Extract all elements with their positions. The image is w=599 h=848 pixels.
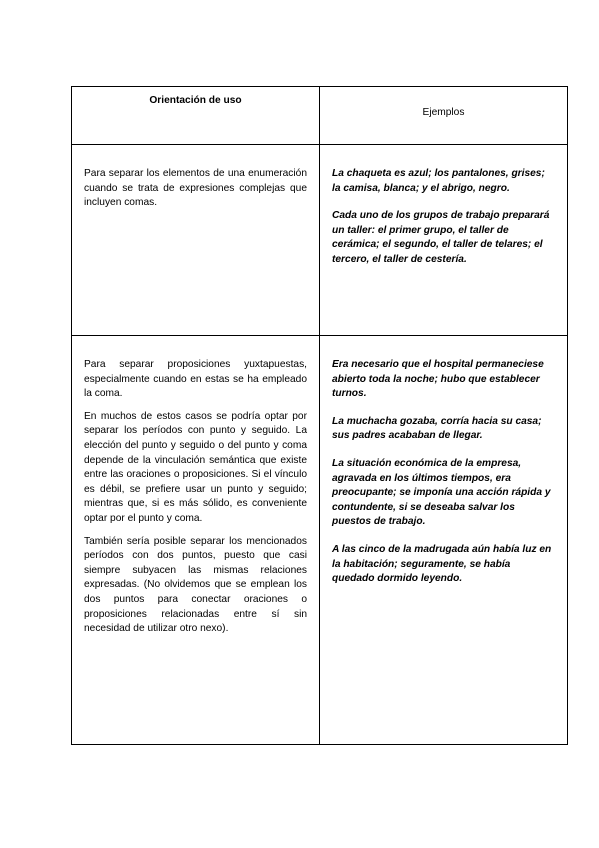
header-orientation: Orientación de uso	[72, 87, 320, 145]
table-row	[72, 145, 568, 336]
table-row	[72, 336, 568, 745]
orientation-cell	[72, 336, 320, 745]
examples-cell	[320, 145, 568, 336]
table-header-row	[72, 87, 568, 145]
examples-cell	[320, 336, 568, 745]
orientation-cell	[72, 145, 320, 336]
header-examples: Ejemplos	[320, 87, 568, 145]
orientation-paragraph: En muchos de estos casos se podría optar por separar los períodos con punto y seguido. La elección del punto y seguido o del punto y coma depende de la vinculación semántica que existe entre las oraciones o proposiciones. Si el vínculo es débil, se prefiere usar un punto y seguido; mientras que, si es más sólido, es conveniente optar por el punto y coma.	[84, 410, 307, 524]
example-sentence: La situación económica de la empresa, agravada en los últimos tiempos, era preocupante; se imponía una acción rápida y contundente, si se deseaba salvar los puestos de trabajo.	[332, 457, 551, 528]
example-sentence: La chaqueta es azul; los pantalones, grises; la camisa, blanca; y el abrigo, negro.	[332, 168, 545, 194]
example-sentence: A las cinco de la madrugada aún había luz en la habitación; seguramente, se había quedado dormido leyendo.	[332, 543, 552, 585]
example-sentence: La muchacha gozaba, corría hacia su casa; sus padres acababan de llegar.	[332, 415, 542, 442]
orientation-paragraph: Para separar proposiciones yuxtapuestas, especialmente cuando en estas se ha empleado la coma.	[84, 359, 307, 400]
orientation-paragraph: También sería posible separar los mencionados períodos con dos puntos, puesto que casi siempre subyacen las mismas relaciones expresadas. (No olvidemos que se emplean los dos puntos para conectar oraciones o proposiciones relacionadas entre sí sin necesidad de utilizar otro nexo).	[84, 535, 307, 635]
example-sentence: Cada uno de los grupos de trabajo preparará un taller: el primer grupo, el taller de cerámica; el segundo, el taller de telares; el tercero, el taller de cestería.	[332, 210, 550, 265]
orientation-paragraph: Para separar los elementos de una enumeración cuando se trata de expresiones complejas que incluyen comas.	[84, 168, 307, 209]
example-sentence: Era necesario que el hospital permaneciese abierto toda la noche; hubo que establecer turnos.	[332, 359, 544, 400]
usage-table	[71, 86, 568, 745]
